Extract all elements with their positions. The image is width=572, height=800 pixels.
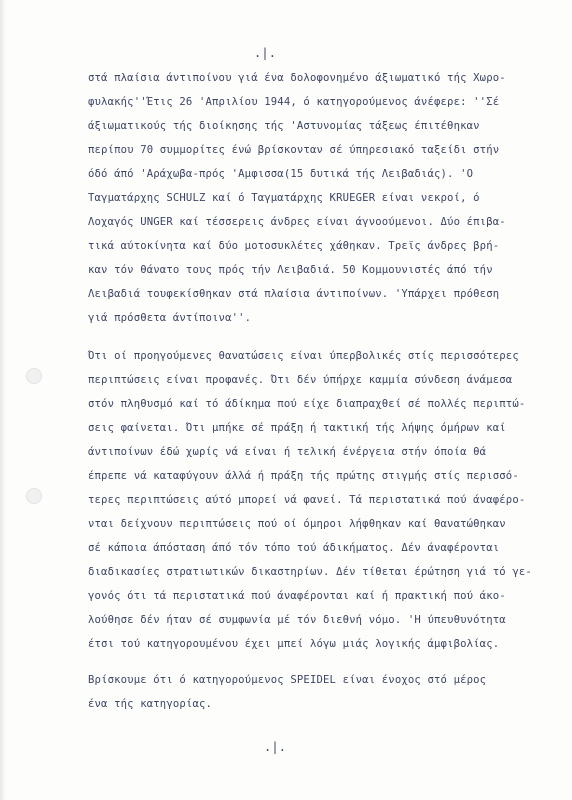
text-line: σέ κάποια άπόσταση άπό τόν τόπο τού άδικήματος. Δέν άναφέρονται	[88, 542, 500, 554]
text-line: έτσι τού κατηγορουμένου έχει μπεί λόγω μιάς λογικής άμφιβολίας.	[88, 638, 500, 650]
text-line: γιά πρόσθετα άντίποινα''.	[88, 312, 252, 324]
text-line: τικά αύτοκίνητα καί δύο μοτοσυκλέτες χάθηκαν. Τρεϊς άνδρες βρή-	[88, 240, 500, 252]
text-line: στά πλαίσια άντιποίνου γιά ένα δολοφονημένο άξιωματικό τής Χωρο-	[88, 72, 506, 84]
text-line: άξιωματικούς τής διοίκησης τής 'Αστυνομίας τάξεως έπιτέθηκαν	[88, 120, 480, 132]
punch-hole-lower	[26, 488, 42, 504]
text-line: καν τόν θάνατο τους πρός τήν Λειβαδιά. 50 Κομμουνιστές άπό τήν	[88, 264, 493, 276]
page-marker-bottom: .|.	[264, 740, 287, 754]
text-line: περίπου 70 συμμορίτες ένώ βρίσκονταν σέ ύπηρεσιακό ταξείδι στήν	[88, 144, 500, 156]
text-line: νται δείχνουν περιπτώσεις πού οί όμηροι λήφθηκαν καί θανατώθηκαν	[88, 518, 506, 530]
text-line: περιπτώσεις είναι προφανές. Ότι δέν ύπήρχε καμμία σύνδεση άνάμεσα	[88, 374, 513, 386]
text-line: Ότι οί προηγούμενες θανατώσεις είναι ύπερβολικές στίς περισσότερες	[88, 350, 519, 362]
text-line: όδό άπό 'Αράχωβα-πρός 'Αμφισσα(15 δυτικά τής Λειβαδιάς). 'Ο	[88, 168, 474, 180]
text-line: λούθησε δέν ήταν σέ συμφωνία μέ τόν διεθνή νόμο. 'Η ύπευθυνότητα	[88, 614, 506, 626]
punch-hole-upper	[26, 368, 42, 384]
text-line: Ταγματάρχης SCHULZ καί ό Ταγματάρχης KRUEGER είναι νεκροί, ό	[88, 192, 480, 204]
text-line: φυλακής''Έτις 26 'Απριλίου 1944, ό κατηγορούμενος άνέφερε: ''Σέ	[88, 96, 500, 108]
text-line: διαδικασίες στρατιωτικών δικαστηρίων. Δέν τίθεται έρώτηση γιά τό γε-	[88, 566, 532, 578]
page-marker-top: .|.	[254, 46, 277, 60]
text-line: γονός ότι τά περιστατικά πού άναφέρονται καί ή πρακτική πού άκο-	[88, 590, 506, 602]
text-line: Λοχαγός UNGER καί τέσσερεις άνδρες είναι άγνοούμενοι. Δύο έπιβα-	[88, 216, 506, 228]
text-line: άντιποίνων έδώ χωρίς νά είναι ή τελική ένέργεια στήν όποία θά	[88, 446, 487, 458]
text-line: ένα τής κατηγορίας.	[88, 698, 213, 710]
page-edge-shadow	[0, 0, 6, 800]
text-line: στόν πληθυσμό καί τό άδίκημα πού είχε διαπραχθεί σέ πολλές περιπτώ-	[88, 398, 526, 410]
text-line: Βρίσκουμε ότι ό κατηγορούμενος SPEIDEL είναι ένοχος στό μέρος	[88, 674, 487, 686]
text-line: σεις φαίνεται. Ότι μπήκε σέ πράξη ή τακτική τής λήψης όμήρων καί	[88, 422, 506, 434]
text-line: Λειβαδιά τουφεκίσθηκαν στά πλαίσια άντιποίνων. 'Υπάρχει πρόθεση	[88, 288, 500, 300]
text-line: τερες περιπτώσεις αύτό μπορεί νά φανεί. Τά περιστατικά πού άναφέρο-	[88, 494, 526, 506]
text-line: έπρεπε νά καταφύγουν άλλά ή πράξη τής πρώτης στιγμής στίς περισσό-	[88, 470, 519, 482]
